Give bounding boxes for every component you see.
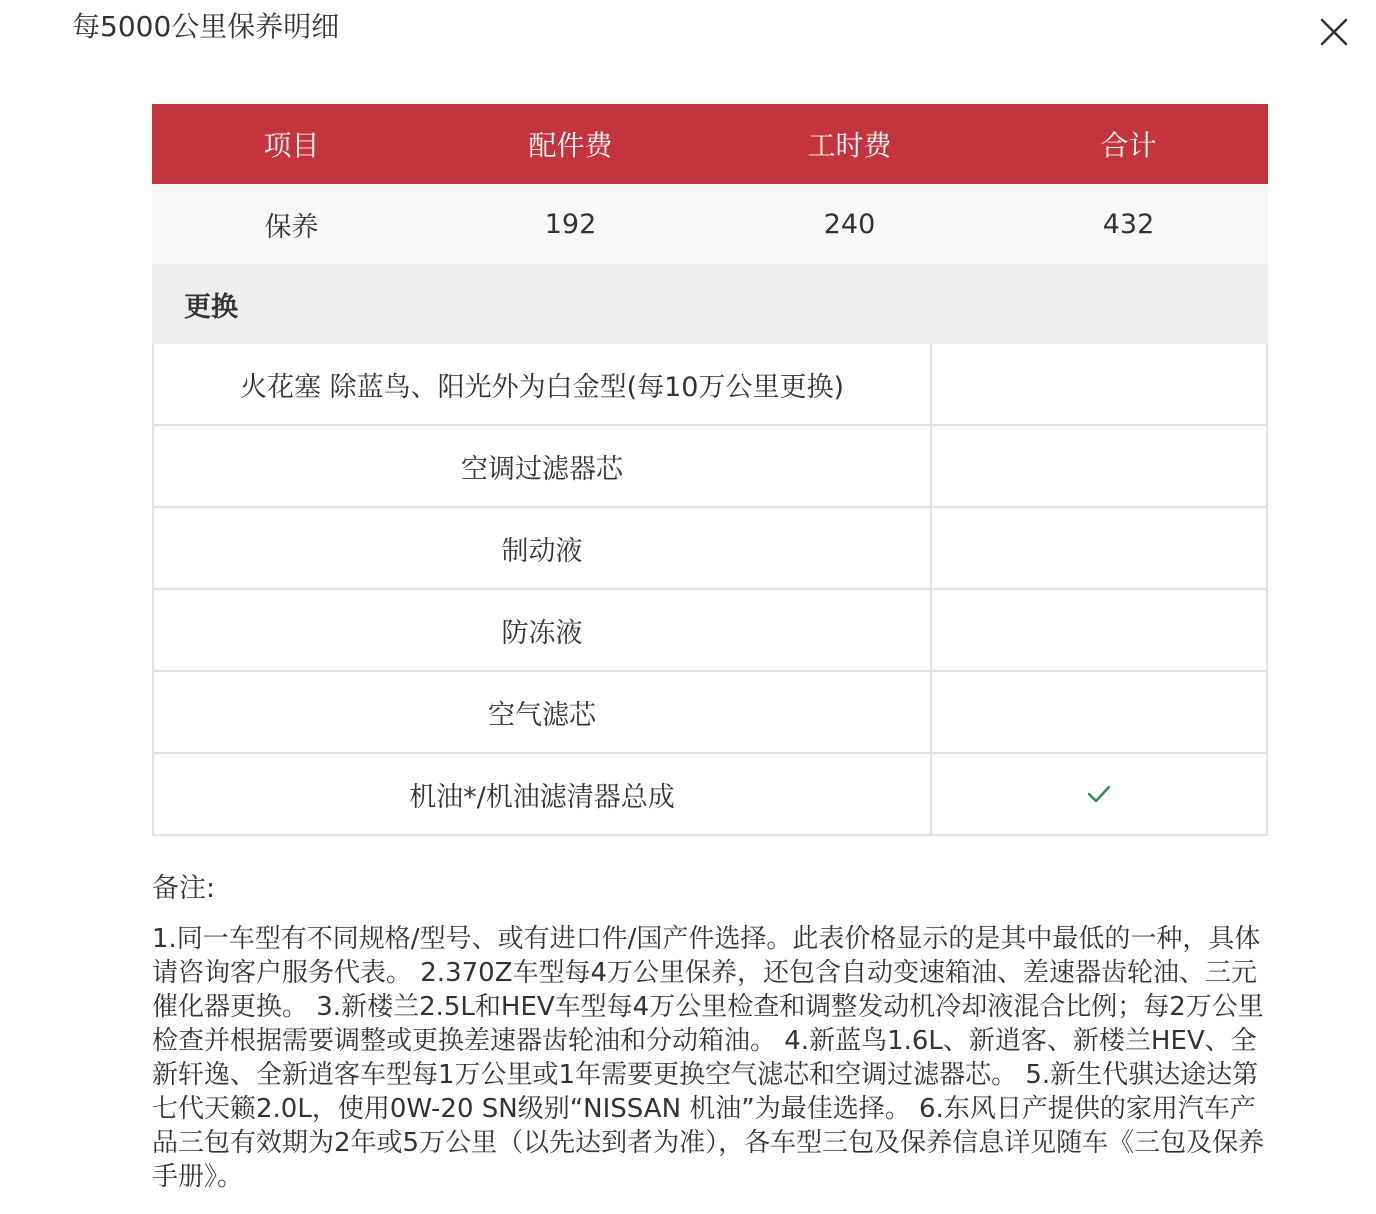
replace-item-status [932, 672, 1266, 752]
checkmark-icon [1087, 784, 1111, 804]
fee-total-value: 432 [1102, 208, 1155, 240]
dialog-title: 每5000公里保养明细 [72, 10, 340, 43]
replace-item-status [932, 590, 1266, 670]
table-header-row [152, 104, 1268, 184]
header-labor-fee: 工时费 [807, 129, 892, 162]
header-parts-fee: 配件费 [528, 129, 613, 162]
header-item: 项目 [263, 129, 320, 162]
fee-labor-value: 240 [823, 208, 876, 240]
list-item [154, 752, 1266, 834]
maintenance-table [152, 104, 1268, 836]
list-item [154, 506, 1266, 588]
notes-title: 备注: [152, 873, 216, 904]
replace-item-status [932, 344, 1266, 424]
notes-section [152, 870, 1268, 1194]
close-button[interactable] [1306, 6, 1362, 58]
header-total: 合计 [1100, 129, 1157, 162]
replace-item-status [932, 426, 1266, 506]
replace-item-name: 火花塞 除蓝鸟、阳光外为白金型(每10万公里更换) [154, 344, 932, 424]
replace-item-status [932, 754, 1266, 834]
list-item [154, 670, 1266, 752]
close-icon [1320, 18, 1348, 46]
table-row [152, 184, 1268, 264]
fee-item-name: 保养 [264, 211, 319, 243]
notes-body: 1.同一车型有不同规格/型号、或有进口件/国产件选择。此表价格显示的是其中最低的一种，具体请咨询客户服务代表。 2.370Z车型每4万公里保养，还包含自动变速箱油、差速器齿轮油、三元催化器更换。 3.新楼兰2.5L和HEV车型每4万公里检查和调整发动机冷却液混合比例；每2万公里检查并根据需要调整或更换差速器齿轮油和分动箱油。 4.新蓝鸟1.6L、新逍客、新楼兰HEV、全新轩逸、全新逍客车型每1万公里或1年需要更换空气滤芯和空调过滤器芯。 5.新生代骐达途达第七代天籁2.0L，使用0W-20 SN级别“NISSAN 机油”为最佳选择。 6.东风日产提供的家用汽车产品三包有效期为2年或5万公里（以先达到者为准），各车型三包及保养信息详见随车《三包及保养手册》。 [152, 924, 1265, 1192]
replace-section-header [152, 264, 1268, 344]
replace-list [152, 344, 1268, 836]
list-item [154, 588, 1266, 670]
replace-item-status [932, 508, 1266, 588]
replace-item-name: 制动液 [154, 508, 932, 588]
fee-parts-value: 192 [544, 208, 597, 240]
list-item [154, 344, 1266, 424]
replace-item-name: 机油*/机油滤清器总成 [154, 754, 932, 834]
replace-item-name: 防冻液 [154, 590, 932, 670]
replace-item-name: 空调过滤器芯 [154, 426, 932, 506]
list-item [154, 424, 1266, 506]
section-label: 更换 [184, 291, 238, 323]
replace-item-name: 空气滤芯 [154, 672, 932, 752]
